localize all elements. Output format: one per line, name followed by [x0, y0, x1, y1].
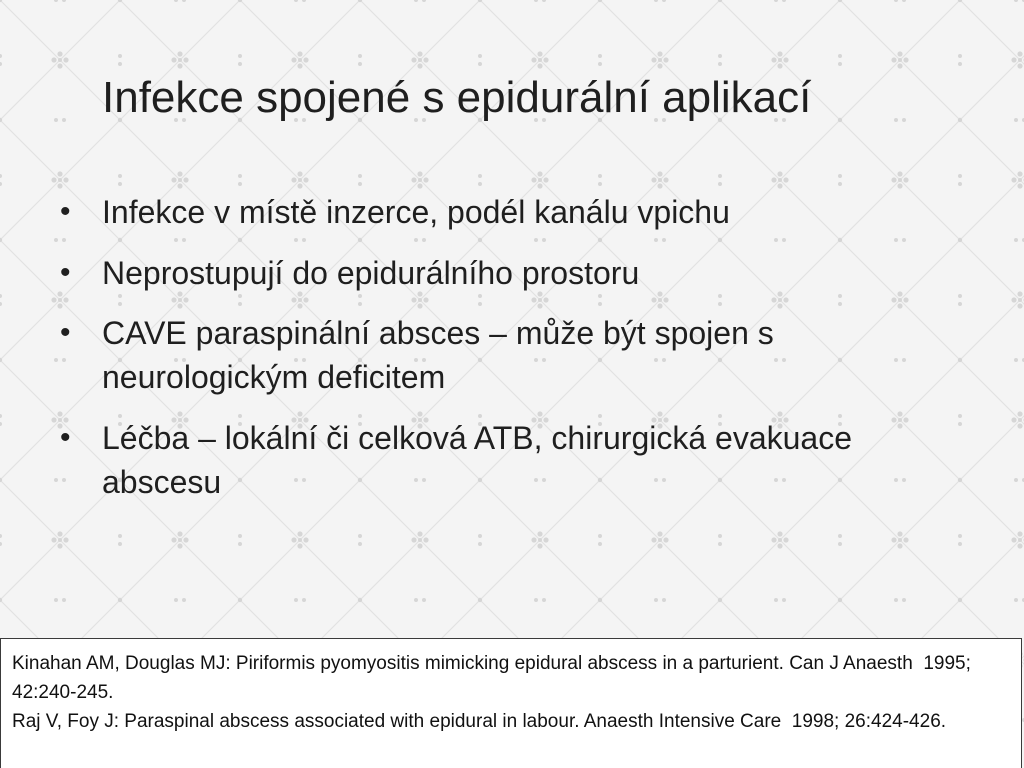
bullet-item	[56, 251, 976, 295]
bullet-text: CAVE paraspinální absces – může být spojen s neurologickým deficitem	[102, 315, 774, 395]
bullet-text: Léčba – lokální či celková ATB, chirurgická evakuace abscesu	[102, 420, 853, 500]
bullet-marker: •	[60, 256, 71, 289]
reference-item: Raj V, Foy J: Paraspinal abscess associated with epidural in labour. Anaesth Intensive Care 1998; 26:424-426.	[12, 711, 947, 732]
bullet-item	[56, 416, 976, 504]
bullet-item	[56, 190, 976, 234]
slide-title: Infekce spojené s epidurální aplikací	[102, 73, 812, 122]
bullet-list	[56, 190, 976, 521]
bullet-marker: •	[60, 316, 71, 349]
references-box	[0, 638, 1022, 768]
bullet-item	[56, 311, 976, 399]
bullet-text: Neprostupují do epidurálního prostoru	[102, 255, 640, 291]
reference-item: Kinahan AM, Douglas MJ: Piriformis pyomyositis mimicking epidural abscess in a parturient. Can J Anaesth 1995; 42:240-245.	[12, 653, 977, 703]
bullet-text: Infekce v místě inzerce, podél kanálu vpichu	[102, 194, 730, 230]
bullet-marker: •	[60, 195, 71, 228]
bullet-marker: •	[60, 421, 71, 454]
